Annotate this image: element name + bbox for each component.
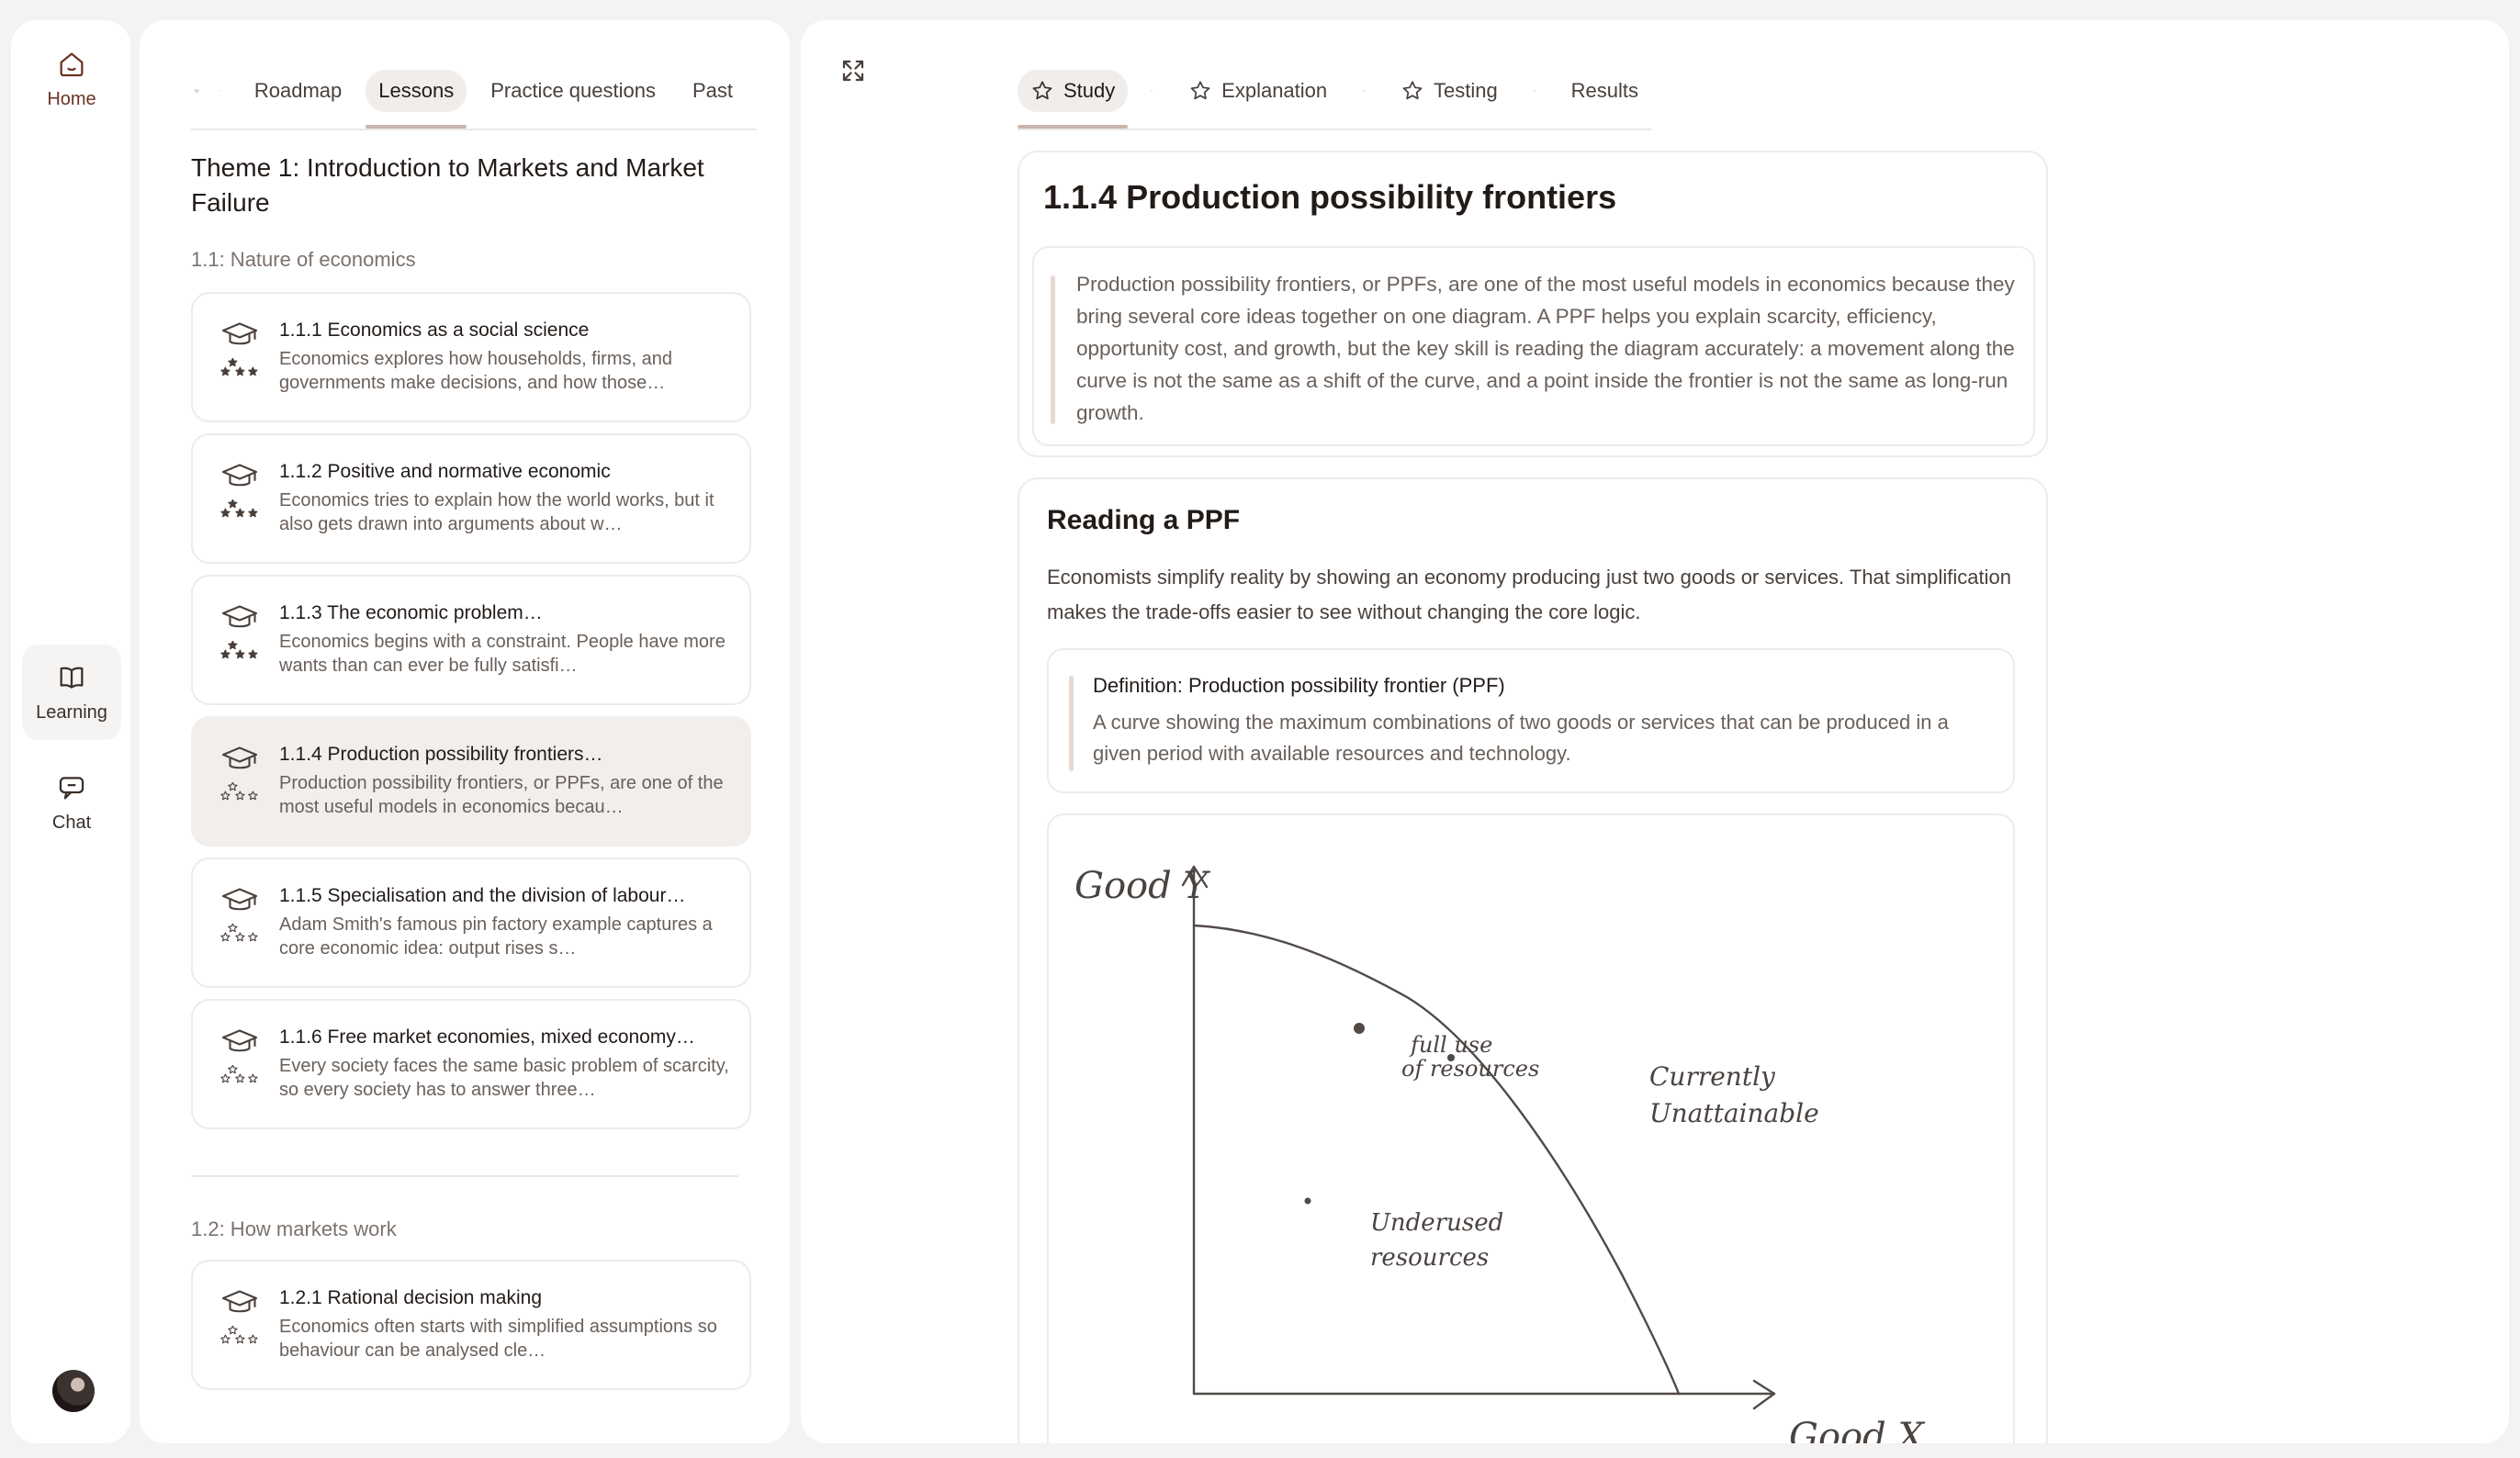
intro-quote — [1032, 246, 2035, 446]
graduation-cap-icon — [220, 744, 259, 777]
lesson-card-description: Production possibility frontiers, or PPFs, are one of the most useful models in economics becau… — [279, 773, 724, 817]
inside-note-line2: resources — [1370, 1244, 1490, 1272]
section-label: 1.2: How markets work — [191, 1217, 397, 1240]
lesson-card[interactable] — [191, 1260, 751, 1390]
lesson-card-title: 1.1.2 Positive and normative economic — [279, 461, 611, 482]
reading-ppf-card — [1018, 477, 2048, 1458]
step-label: Testing — [1434, 79, 1498, 102]
theme-title: Theme 1: Introduction to Markets and Market Failure — [191, 153, 704, 217]
point-on-curve — [1354, 1023, 1365, 1034]
quote-bar — [1051, 275, 1055, 424]
lesson-card-description: Adam Smith's famous pin factory example captures a core economic idea: output rises s… — [279, 914, 713, 959]
rating-stars-icon — [220, 1326, 261, 1346]
section-label: 1.1: Nature of economics — [191, 248, 416, 271]
step-study[interactable] — [1018, 70, 1128, 112]
lesson-content — [801, 20, 2509, 1458]
home-icon — [56, 49, 87, 80]
definition-title: Definition: Production possibility frontier (PPF) — [1093, 674, 1505, 697]
star-icon — [1030, 79, 1054, 103]
graduation-cap-icon — [220, 320, 259, 353]
lesson-card[interactable] — [191, 858, 751, 988]
graduation-cap-icon — [220, 461, 259, 494]
outside-note-line1: Currently — [1649, 1061, 1775, 1092]
divider — [191, 1175, 738, 1177]
step-label: Study — [1063, 79, 1116, 102]
lesson-card-title: 1.1.1 Economics as a social science — [279, 320, 590, 341]
graduation-cap-icon — [220, 885, 259, 918]
tab-past[interactable]: Past — [692, 79, 733, 102]
graduation-cap-icon — [220, 1026, 259, 1060]
lesson-card-description: Economics explores how households, firms, and governments make decisions, and how those… — [279, 349, 672, 393]
step-label: Explanation — [1221, 79, 1328, 102]
lesson-panel — [140, 20, 790, 1443]
nav-chat-label: Chat — [51, 812, 92, 833]
nav-learning[interactable] — [22, 645, 121, 740]
on-curve-note-line2: of resources — [1401, 1056, 1540, 1082]
x-axis-label: Good X — [1789, 1416, 1924, 1458]
ppf-curve — [1194, 925, 1679, 1394]
step-label: Results — [1570, 79, 1638, 102]
outside-note-line2: Unattainable — [1649, 1098, 1819, 1128]
point-inside — [1305, 1198, 1311, 1205]
intro-text: Production possibility frontiers, or PPFs, are one of the most useful models in economics because they bring several core ideas together on one diagram. A PPF helps you explain scarcity, efficiency, opportunity cost, and growth, but the key skill is reading the diagram accurately: a movement along the curve is not the same as a shift of the curve, and a point inside the frontier is not the same as long-run growth. — [1076, 273, 2015, 424]
lesson-panel-tabs — [191, 53, 757, 130]
lesson-card-description: Economics often starts with simplified assumptions so behaviour can be analysed cle… — [279, 1317, 717, 1361]
lesson-card-description: Every society faces the same basic problem of scarcity, so every society has to answer three… — [279, 1056, 729, 1100]
section-body: Economists simplify reality by showing an economy producing just two goods or services. That simplification makes the trade-offs easier to see without changing the core logic. — [1047, 566, 2011, 623]
folder-icon[interactable] — [195, 76, 198, 106]
graduation-cap-icon — [220, 1287, 259, 1320]
inside-note-line1: Underused — [1370, 1209, 1504, 1237]
definition-text: A curve showing the maximum combinations of two goods or services that can be produced in a given period with available resources and technology. — [1093, 711, 1949, 765]
definition-box — [1047, 648, 2015, 793]
rating-stars-icon — [220, 499, 261, 520]
step-explanation[interactable] — [1176, 70, 1340, 112]
quote-bar — [1069, 676, 1074, 771]
lesson-card[interactable] — [191, 716, 751, 847]
lesson-card-title: 1.1.6 Free market economies, mixed economy… — [279, 1026, 695, 1048]
rating-stars-icon — [220, 782, 261, 802]
tab-roadmap[interactable]: Roadmap — [253, 79, 343, 102]
section-title: Reading a PPF — [1047, 505, 1241, 535]
lesson-card-title: 1.1.5 Specialisation and the division of labour… — [279, 885, 686, 906]
rating-stars-icon — [220, 641, 261, 661]
y-axis-label: Good Y — [1074, 865, 1208, 907]
step-results[interactable] — [1558, 70, 1651, 112]
tab-lessons[interactable]: Lessons — [366, 70, 467, 112]
avatar[interactable] — [52, 1370, 95, 1412]
lesson-card[interactable] — [191, 999, 751, 1129]
ppf-sketch — [1049, 815, 2015, 1458]
expand-icon[interactable] — [839, 57, 867, 84]
nav-home-label: Home — [47, 88, 96, 109]
step-testing[interactable] — [1388, 70, 1511, 112]
lesson-card[interactable] — [191, 433, 751, 564]
tab-practice-questions[interactable]: Practice questions — [490, 79, 656, 102]
lesson-card-title: 1.2.1 Rational decision making — [279, 1287, 543, 1308]
ppf-diagram — [1047, 813, 2015, 1458]
study-steps — [1018, 53, 1651, 130]
graduation-cap-icon — [220, 602, 259, 635]
nav-chat[interactable] — [22, 755, 121, 850]
chevron-right-icon — [1533, 83, 1536, 99]
lesson-card[interactable] — [191, 575, 751, 705]
lesson-card-title: 1.1.4 Production possibility frontiers… — [279, 744, 603, 765]
lesson-card-description: Economics begins with a constraint. People have more wants than can ever be fully satisfi… — [279, 632, 726, 676]
chevron-right-icon — [1362, 83, 1366, 99]
on-curve-note-line1: full use — [1411, 1032, 1493, 1058]
lesson-card-title: 1.1.3 The economic problem… — [279, 602, 543, 623]
lesson-card-description: Economics tries to explain how the world works, but it also gets drawn into arguments about w… — [279, 490, 714, 534]
lesson-title: 1.1.4 Production possibility frontiers — [1043, 178, 1617, 216]
rating-stars-icon — [220, 1065, 261, 1085]
nav-rail — [11, 20, 130, 1443]
nav-learning-label: Learning — [36, 701, 107, 723]
star-icon — [1401, 79, 1424, 103]
book-icon — [56, 662, 87, 693]
rating-stars-icon — [220, 358, 261, 378]
chat-icon — [56, 772, 87, 803]
lesson-card[interactable] — [191, 292, 751, 422]
chevron-right-icon — [219, 83, 220, 99]
lesson-header-card — [1018, 151, 2048, 457]
star-icon — [1188, 79, 1212, 103]
rating-stars-icon — [220, 924, 261, 944]
chevron-right-icon — [1150, 83, 1153, 99]
nav-home[interactable] — [22, 31, 121, 127]
